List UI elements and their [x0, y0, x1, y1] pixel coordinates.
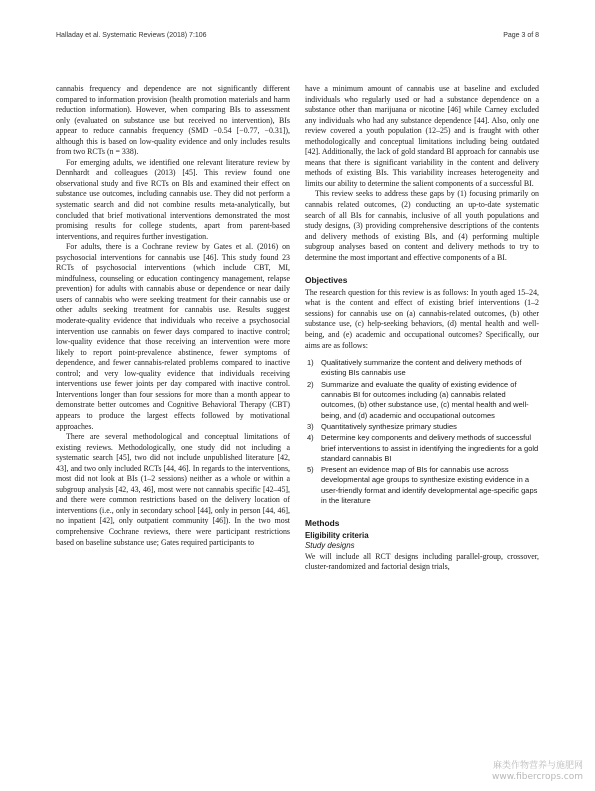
running-head — [56, 32, 539, 44]
aims-list — [305, 358, 539, 506]
aim-text: Present an evidence map of BIs for cannabis use across developmental age groups to synthesize existing evidence in a user-friendly format and identify developmental age-specific gaps in the literature — [321, 465, 538, 505]
right-column — [305, 84, 539, 573]
study-designs-heading: Study designs — [305, 541, 355, 551]
aim-item — [305, 358, 539, 379]
journal-citation: Halladay et al. Systematic Reviews (2018) 7:106 — [56, 32, 207, 39]
body-paragraph: There are several methodological and conceptual limitations of existing reviews. Methodologically, one study did not including a systematic search [45], two did not include unpublished literature [42, 43], and two only included RCTs [44, 46]. In regards to the interventions, most did not look at BIs (1–2 sessions) neither as a whole or within a subgroup analysis [42, 43, 46], most were not cannabis specific [42–45], and there were common restrictions based on the delivery location of interventions (i.e., only in secondary school [44], only in person [44, 46], no inpatient [42], only outpatient community [46]). In the two most comprehensive Cochrane reviews, there were participant restrictions based on baseline substance use; Gates required participants to — [56, 432, 290, 547]
aim-text: Summarize and evaluate the quality of existing evidence of cannabis BI for outcomes including (a) cannabis related outcomes, (b) other substance use, (c) mental health and well-being, and (d) academic and occupational outcomes — [321, 379, 529, 420]
left-column — [56, 84, 290, 548]
objectives-paragraph: The research question for this review is as follows: In youth aged 15–24, what is the content and effect of existing brief interventions (1–2 sessions) for cannabis use on (a) cannabis-related outcomes, (b) other substance use, (c) help-seeking behaviors, (d) mental health and well-being, and (e) academic and occupational outcomes? Specifically, our aims are as follows: — [305, 287, 539, 350]
aim-item — [305, 422, 539, 432]
watermark-chinese: 麻类作物营养与施肥网 — [492, 761, 583, 771]
body-paragraph: For adults, there is a Cochrane review by Gates et al. (2016) on psychosocial interventions for cannabis use [46]. This study found 23 RCTs of psychosocial interventions (which include CBT, MI, mindfulness, counseling or education contingency management, relapse prevention) for adults with cannabis abuse or dependence or near daily users of cannabis who were seeking treatment for their cannabis use or other adults seeking treatment for cannabis use. Results suggest moderate-quality evidence that individuals who receive a psychosocial intervention use cannabis on fewer days compared to inactive control; low-quality evidence that those receiving an intervention were more likely to report point-prevalence abstinence, fewer symptoms of dependence, and fewer cannabis-related problems compared to inactive control; and very low-quality evidence that individuals receiving interventions use fewer joints per day compared with inactive control. Interventions longer than four sessions for more than a month appear to demonstrate better outcomes and Cognitive Behavioral Therapy (CBT) appears to produce the largest effects followed by motivational approaches. — [56, 242, 290, 431]
body-paragraph: have a minimum amount of cannabis use at baseline and excluded individuals who regularly used or had a substance dependence on a substance other than marijuana or nicotine [46] while Carney excluded any individuals who had any substance dependence [44]. Also, only one review covered a youth population (12–25) and is fraught with other methodologically and conceptual limitations including being outdated [42]. Additionally, the lack of gold standard BI approach for cannabis use means that there is significant variability in the content and delivery methods of existing BIs. This variability increases heterogeneity and limits our ability to determine the salient components of a successful BI. — [305, 84, 539, 188]
aim-text: Determine key components and delivery methods of successful brief interventions to assist in identifying the ingredients for a gold standard cannabis BI — [321, 433, 539, 463]
objectives-heading: Objectives — [305, 275, 348, 286]
body-paragraph: For emerging adults, we identified one relevant literature review by Dennhardt and colleagues (2013) [45]. This review found one observational study and five RCTs on BIs and examined their effect on substance use outcomes, including cannabis use. They did not perform a systematic search and did not combine results meta-analytically, but concluded that brief motivational interventions demonstrated the most promising results for college students, apart from parent-based interventions, and requires further investigation. — [56, 157, 290, 241]
aim-item — [305, 465, 539, 506]
aim-number: 5) — [307, 465, 314, 475]
aim-number: 4) — [307, 433, 314, 443]
aim-item — [305, 380, 539, 421]
watermark-url: www.fibercrops.com — [492, 772, 583, 782]
aim-number: 3) — [307, 421, 314, 431]
study-designs-paragraph: We will include all RCT designs including parallel-group, crossover, cluster-randomized and factorial design trials, — [305, 551, 539, 572]
body-paragraph: This review seeks to address these gaps by (1) focusing primarily on cannabis related outcomes, (2) conducting an up-to-date systematic search of all BIs for cannabis, inclusive of all youth populations and study designs, (3) providing comprehensive descriptions of the contents and delivery methods of existing BIs, and (4) performing multiple subgroup analyses based on content and delivery methods to try to determine the most important and effective components of a BI. — [305, 189, 539, 262]
aim-item — [305, 433, 539, 464]
page-number: Page 3 of 8 — [503, 32, 539, 39]
body-paragraph: cannabis frequency and dependence are not significantly different compared to information provision (health promotion materials and harm reduction information). However, when comparing BIs to assessment only (evaluated on substance use but received no intervention), BIs appear to reduce cannabis frequency (SMD −0.54 [−0.77, −0.31]), although this is based on low-quality evidence and only includes results from two RCTs (n = 338). — [56, 84, 290, 157]
aim-text: Quantitatively synthesize primary studies — [321, 421, 457, 431]
methods-heading: Methods — [305, 518, 340, 529]
watermark — [492, 761, 583, 783]
aim-number: 2) — [307, 379, 314, 389]
aim-text: Qualitatively summarize the content and delivery methods of existing BIs cannabis use — [321, 358, 522, 378]
eligibility-heading: Eligibility criteria — [305, 530, 369, 540]
aim-number: 1) — [307, 358, 314, 368]
